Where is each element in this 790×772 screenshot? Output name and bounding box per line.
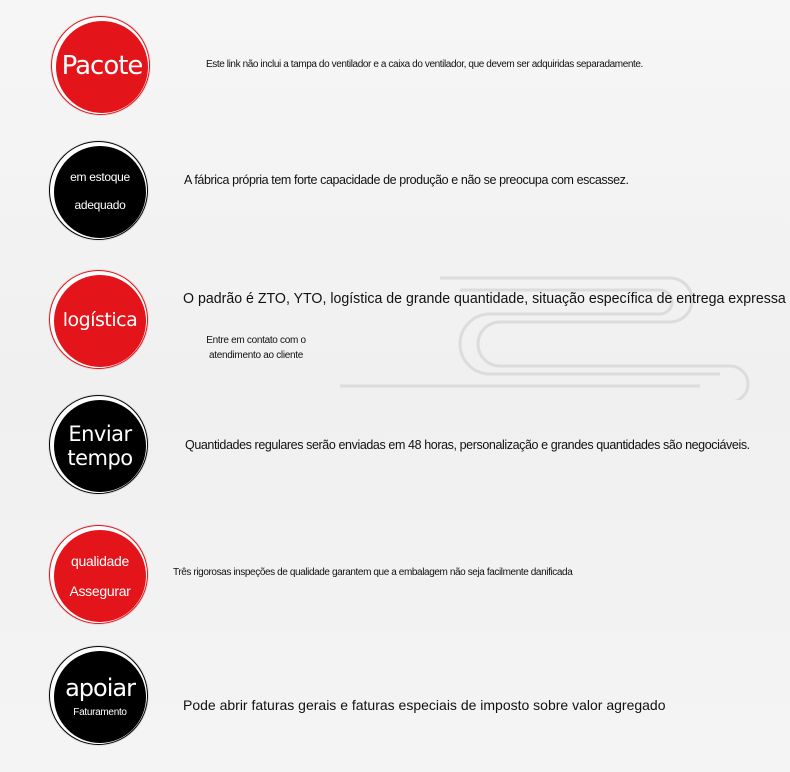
pacote-title: Pacote bbox=[61, 51, 143, 82]
envio-description: Quantidades regulares serão enviadas em 48 horas, personalização e grandes quantidades são negociáveis. bbox=[185, 438, 750, 452]
apoiar-title-line-1: apoiar bbox=[65, 674, 135, 703]
apoiar-title-line-2: Faturamento bbox=[73, 707, 127, 719]
envio-badge bbox=[49, 395, 148, 494]
logistica-note-line-2: atendimento ao cliente bbox=[208, 350, 304, 361]
envio-title-line-1: Enviar bbox=[68, 421, 132, 446]
logistica-title: logística bbox=[62, 309, 138, 332]
apoiar-badge bbox=[49, 646, 148, 745]
logistica-description: O padrão é ZTO, YTO, logística de grande quantidade, situação específica de entrega expressa bbox=[183, 290, 786, 307]
envio-title-line-2: tempo bbox=[67, 446, 133, 470]
qualidade-description: Três rigorosas inspeções de qualidade garantem que a embalagem não seja facilmente danificada bbox=[173, 567, 573, 578]
apoiar-description: Pode abrir faturas gerais e faturas especiais de imposto sobre valor agregado bbox=[183, 697, 666, 713]
logistica-badge bbox=[49, 270, 148, 369]
qualidade-badge bbox=[49, 525, 148, 624]
estoque-title-line-1: em estoque bbox=[70, 170, 130, 185]
qualidade-title-line-2: Assegurar bbox=[69, 583, 131, 599]
logistica-contact-note bbox=[196, 333, 316, 363]
pacote-badge bbox=[51, 16, 150, 115]
estoque-badge bbox=[49, 141, 148, 240]
qualidade-title-line-1: qualidade bbox=[70, 552, 130, 569]
logistica-note-line-1: Entre em contato com o bbox=[206, 335, 306, 346]
estoque-title-line-2: adequado bbox=[74, 198, 126, 212]
estoque-description: A fábrica própria tem forte capacidade de produção e não se preocupa com escassez. bbox=[184, 173, 629, 187]
pacote-description: Este link não inclui a tampa do ventilador e a caixa do ventilador, que devem ser adquiridas separadamente. bbox=[206, 59, 643, 70]
